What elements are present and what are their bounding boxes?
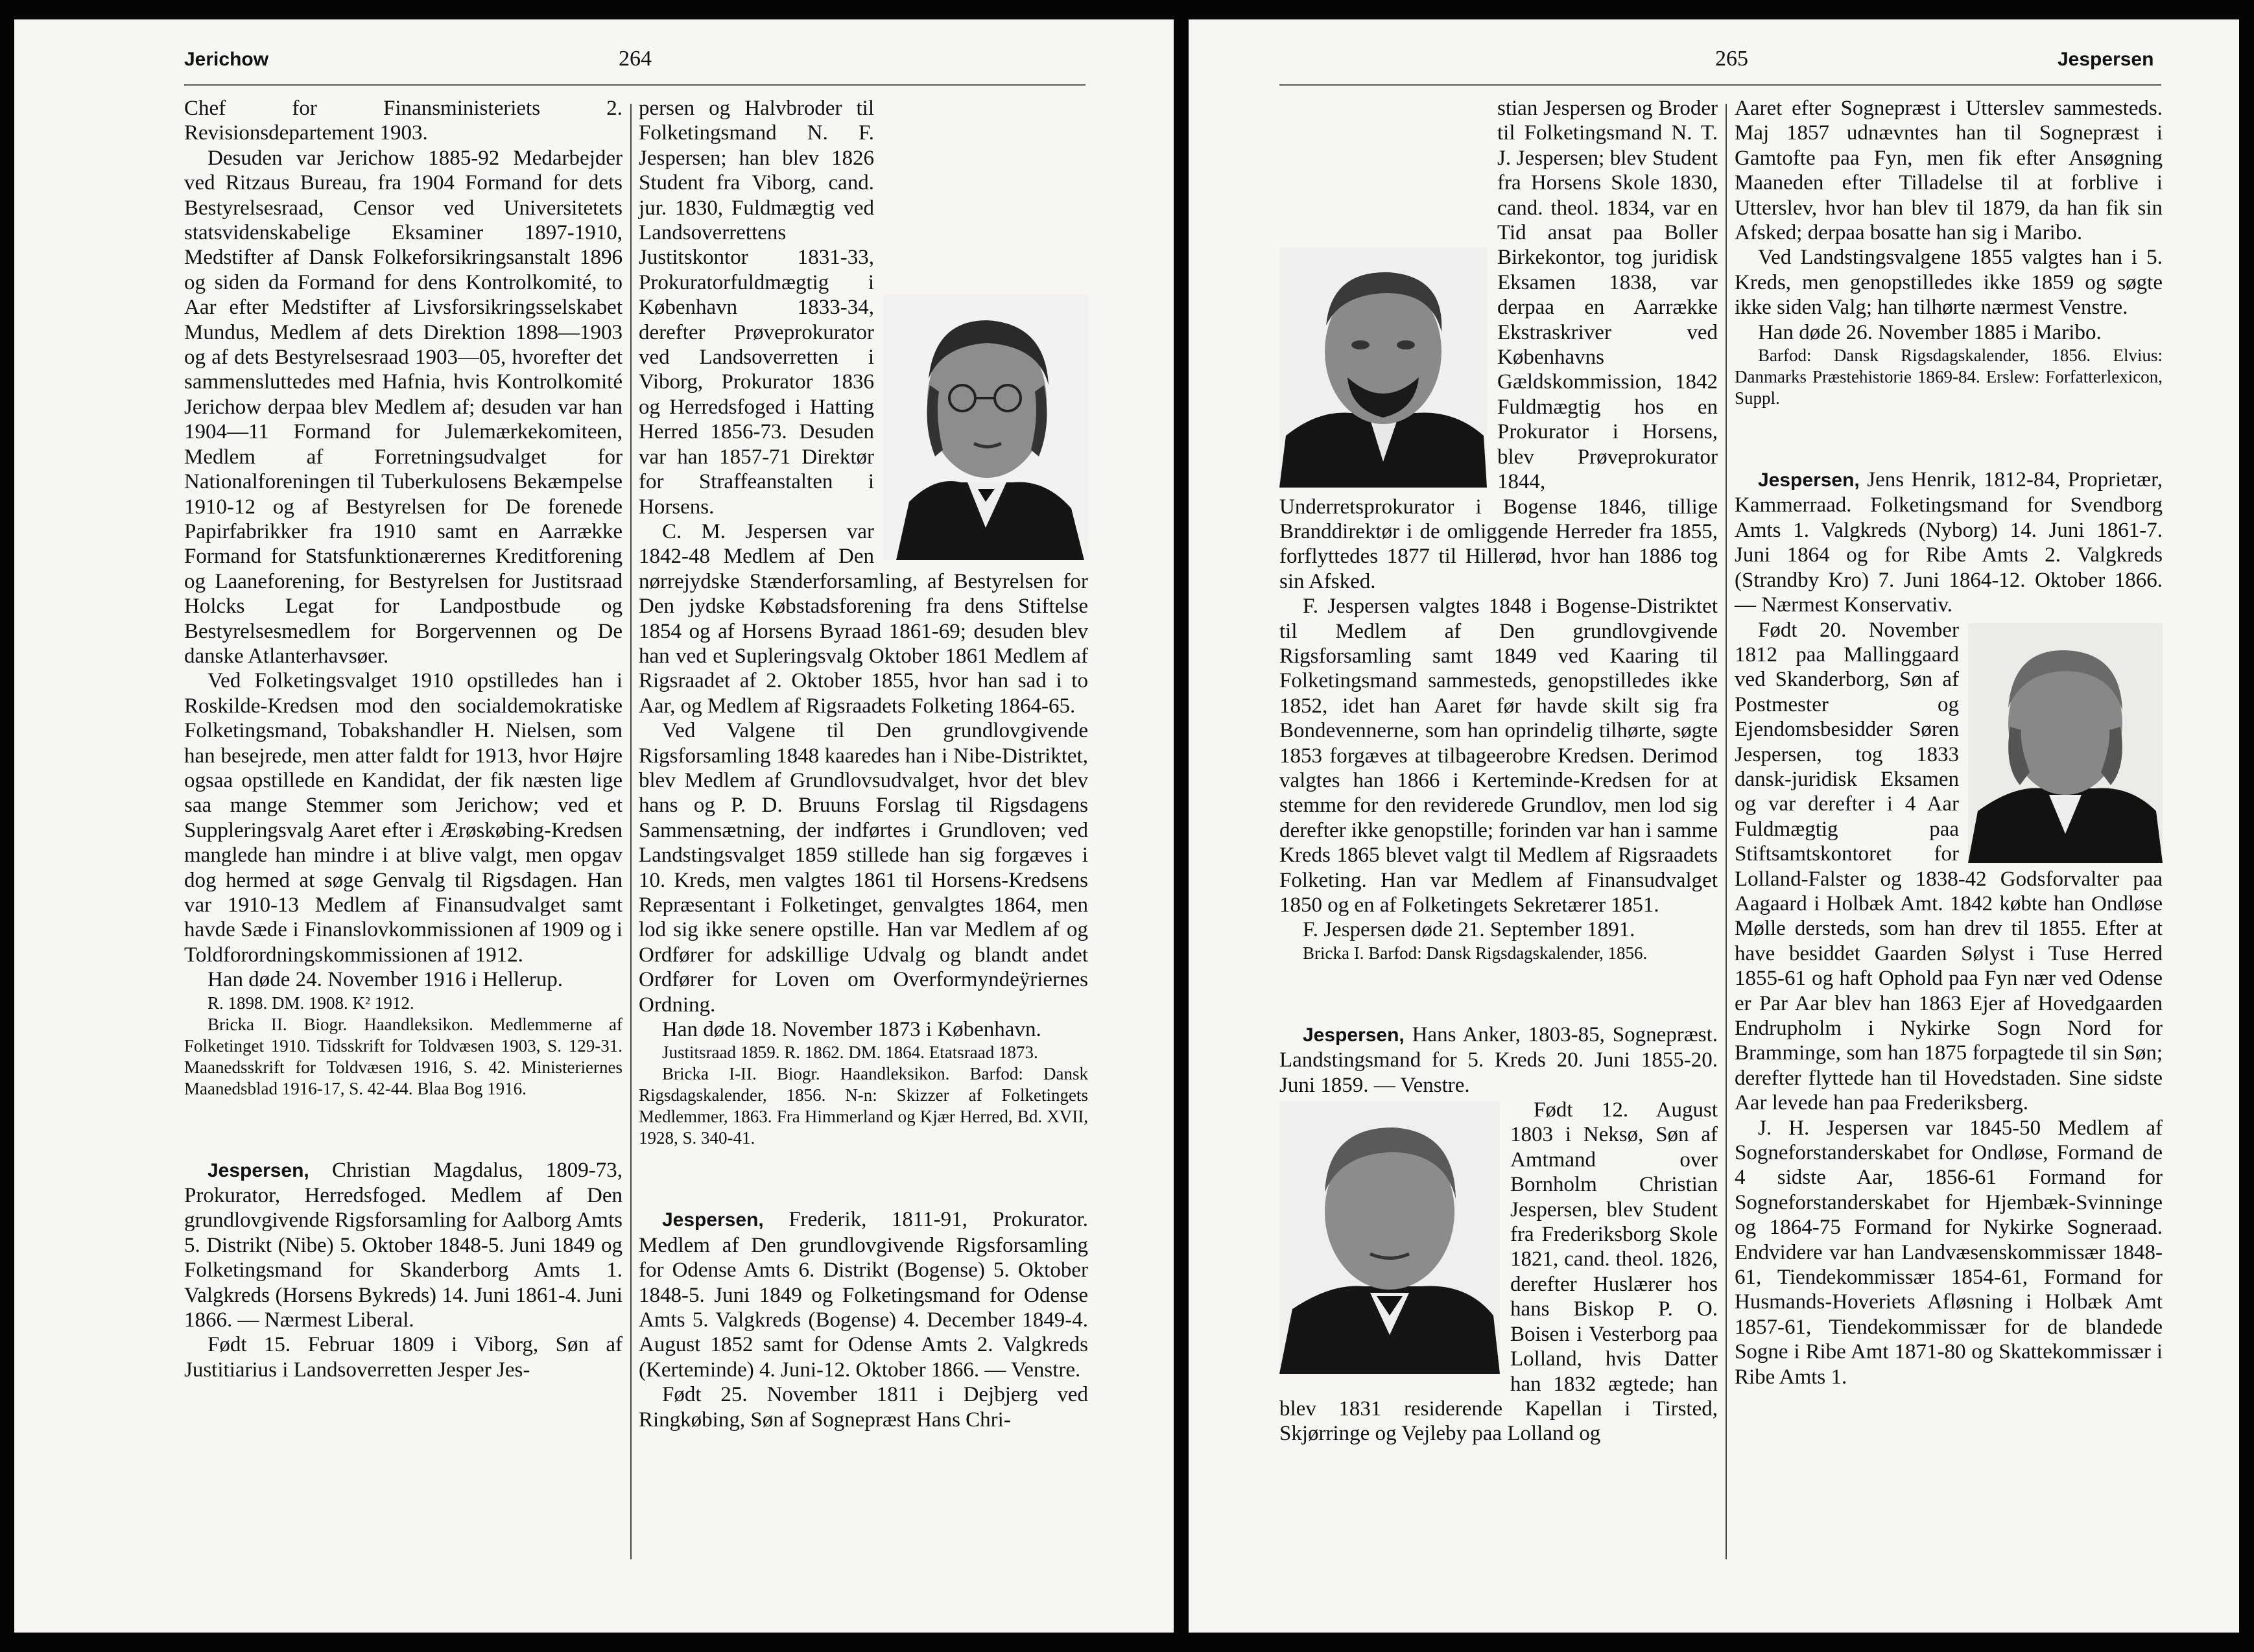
paragraph: Desuden var Jerichow 1885-92 Medarbejder ved Ritzaus Bureau, fra 1904 Formand for dets Bestyrelsesraad, Censor ved Universitetets statsvidenskabelige Eksaminer 1897-1910, Medstifter af Dansk Folkeforsikringsanstalt 1896 og siden da Formand for dens Kontrolkomité, to Aar efter Medstifter af Livsforsikringsselskabet Mundus, Medlem af dets Direktion 1898—1903 og af dets Bestyrelsesraad 1903—05, hvorefter det sammensluttedes med Hafnia, hvis Kontrolkomité Jerichow derpaa blev Medlem af; desuden var han 1904—11 Formand for Julemærkekomiteen, Medlem af Forretningsudvalget for Nationalforeningen til Tuberkulosens Bekæmpelse 1910-12 og af Bestyrelsen for De forenede Papirfabrikker fra 1910 samt en Aarrække Formand for Statsfunktionærernes Kreditforening og Laaneforening, for Bestyrelsen for Justitsraad Holcks Legat for Landpostbude og Bestyrelsesmedlem for Borgervennen og De danske Atlanterhavsøer.	[184, 146, 623, 668]
paragraph: Ved Folketingsvalget 1910 opstilledes han i Roskilde-Kredsen mod den socialdemokratiske Folketingsmand, Tobakshandler H. Nielsen, som han besejrede, men atter faldt for 1913, hvor Højre ogsaa opstillede en Kandidat, der fik næsten lige saa mange Stemmer som Jerichow; ved et Suppleringsvalg Aaret efter i Ærøskøbing-Kredsen manglede han mindre i at blive valgt, men opgav dog hermed at søge Genvalg til Rigsdagen. Han var 1910-13 Medlem af Finansudvalget samt havde Sæde i Finanslovkommissionen af 1909 og i Toldforordningskommissionen af 1912.	[184, 669, 623, 967]
paragraph: Han døde 26. November 1885 i Maribo.	[1758, 320, 2102, 344]
paragraph: Chef for Finansministeriets 2. Revisionsdepartement 1903.	[184, 97, 623, 145]
left-page	[14, 19, 1174, 1633]
portrait-photo	[1279, 248, 1487, 488]
paragraph: Han døde 24. November 1916 i Hellerup.	[208, 968, 564, 992]
paragraph: Ved Landstingsvalgene 1855 valgtes han i 5. Kreds, men genopstilledes ikke 1859 og søgte ikke siden Valg; han tilhørte nærmest Venstre.	[1735, 246, 2163, 320]
left-page-column-2	[639, 96, 1088, 1432]
paragraph: F. Jespersen døde 21. September 1891.	[1303, 918, 1635, 942]
references: Barfod: Dansk Rigsdagskalender, 1856. Elvius: Danmarks Præstehistorie 1869-84. Erslew: Forfatterlexicon, Suppl.	[1735, 346, 2163, 408]
paragraph: Født 12. August 1803 i Neksø, Søn af Amtmand over Bornholm Christian Jespersen, blev Student fra Frederiksborg Skole 1821, cand. theol. 1826, derefter Huslærer hos hans Biskop P. O. Boisen i Vesterborg paa Lolland, hvis Datter han 1832 ægtede; han blev 1831 residerende Kapellan i Tirsted, Skjørringe og Vejleby paa Lolland og	[1279, 1098, 1718, 1446]
entry-name: Jespersen,	[1303, 1024, 1405, 1046]
running-head-right: Jespersen	[2058, 49, 2154, 70]
paragraph: Ved Valgene til Den grundlovgivende Rigsforsamling 1848 kaaredes han i Nibe-Distriktet, blev Medlem af Grundlovsudvalget, hvor det blev hans og P. D. Bruuns Forslag til Rigsdagens Sammensætning, der indførtes i Grundloven; ved Landstingsvalget 1859 stillede han sig forgæves i 10. Kreds, men valgtes 1861 til Horsens-Kredsens Repræsentant i Folketinget, genvalgtes 1864, men lod sig ikke senere opstille. Han var Medlem af og Ordfører for adskillige Udvalg og blandt andet Ordfører for Loven om Overformyndeÿriernes Ordning.	[639, 719, 1088, 1017]
paragraph: J. H. Jespersen var 1845-50 Medlem af Sogneforstanderskabet for Ondløse, Formand de 4 sidste Aar, 1856-61 Formand for Sogneforstanderskabet for Hjembæk-Svinninge og 1864-75 Formand for Nykirke Sogneraad. Endvidere var han Landvæsenskommissær 1848-61, Tiendekommissær 1854-61, Formand for Husmands-Hoveriets Afløsning i Holbæk Amt 1857-61, Tiendekommissær for de blandede Sogne i Ribe Amt 1871-80 og Skattekommissær i Ribe Amts 1.	[1735, 1116, 2163, 1389]
paragraph: Han døde 18. November 1873 i København.	[662, 1018, 1041, 1042]
paragraph: Aaret efter Sognepræst i Utterslev sammesteds. Maj 1857 udnævntes han til Sognepræst i Gamtofte paa Fyn, men fik efter Ansøgning Maaneden efter Tilladelse til at forblive i Utterslev, hvor han blev til 1879, da han fik sin Afsked; derpaa bosatte han sig i Maribo.	[1735, 97, 2163, 245]
decorations-line: Justitsraad 1859. R. 1862. DM. 1864. Etatsraad 1873.	[662, 1043, 1038, 1063]
paragraph: persen og Halvbroder til Folketingsmand N. F. Jespersen; han blev 1826 Student fra Viborg, cand. jur. 1830, Fuldmægtig ved Landsoverrettens Justitskontor 1831-33, Prokuratorfuldmægtig i København 1833-34, derefter Prøveprokurator ved Landsoverretten i Viborg, Prokurator 1836 og Herredsfoged i Hatting Herred 1856-73. Desuden var han 1857-71 Direktør for Straffeanstalten i Horsens.	[639, 97, 874, 519]
right-page	[1189, 19, 2239, 1633]
portrait-photo	[1968, 623, 2163, 863]
portrait-photo	[1279, 1102, 1500, 1374]
paragraph: Født 25. November 1811 i Dejbjerg ved Ringkøbing, Søn af Sognepræst Hans Chri-	[639, 1383, 1088, 1432]
header-rule-right	[1279, 84, 2161, 86]
paragraph: F. Jespersen valgtes 1848 i Bogense-Distriktet til Medlem af Den grundlovgivende Rigsforsamling samt 1849 ved Kaaring til Folketingsmand sammesteds, genopstilledes ikke 1852, idet han Aaret før havde skilt sig fra Bondevennerne, som han oprindelig tilhørte, søgte 1853 forgæves at tilbageerobre Kredsen. Derimod valgtes han 1866 i Kerteminde-Kredsen for at stemme for den reviderede Grundlov, men lod sig derefter ikke genopstille; forinden var han i samme Kreds 1865 blevet valgt til Medlem af Rigsraadets Folketing. Han var Medlem af Finansudvalget 1850 og en af Folketingets Sekretærer 1851.	[1279, 595, 1718, 917]
references: Bricka I-II. Biogr. Haandleksikon. Barfod: Dansk Rigsdagskalender, 1856. N-n: Skizzer af Folketingets Medlemmer, 1863. Fra Himmerland og Kjær Herred, Bd. XVII, 1928, S. 340-41.	[639, 1064, 1088, 1148]
right-page-column-2	[1735, 96, 2163, 1389]
paragraph: Født 20. November 1812 paa Mallinggaard ved Skanderborg, Søn af Postmester og Ejendomsbesidder Søren Jespersen, tog 1833 dansk-juridisk Eksamen og var derefter i 4 Aar Fuldmægtig paa Stiftsamtskontoret for Lolland-Falster og 1838-42 Godsforvalter paa Aagaard i Holbæk Amt. 1842 købte han Ondløse Mølle dersteds, som han drev til 1855. Efter at have besiddet Gaarden Sølyst i Tuse Herred 1855-61 og haft Ophold paa Fyn nær ved Odense er Par Aar blev han 1863 Ejer af Hovedgaarden Endrupholm i Nykirke Sogn Nord for Bramminge, som han 1875 forpagtede til sin Søn; derefter flyttede han til Hovedstaden. Sine sidste Aar levede han paa Frederiksberg.	[1735, 618, 2163, 1115]
page-number-right: 265	[1715, 47, 1748, 71]
entry-heading: Jespersen, Christian Magdalus, 1809-73, Prokurator, Herredsfoged. Medlem af Den grundlovgivende Rigsforsamling for Aalborg Amts 5. Distrikt (Nibe) 5. Oktober 1848-5. Juni 1849 og Folketingsmand for Skanderborg Amts 1. Valgkreds (Horsens Bykreds) 14. Juni 1861-4. Juni 1866. — Nærmest Liberal.	[184, 1158, 623, 1332]
portrait-photo	[883, 294, 1088, 560]
paragraph: C. M. Jespersen var 1842-48 Medlem af Den nørrejydske Stænderforsamling, af Bestyrelsen for Den jydske Købstadsforening fra dens Stiftelse 1854 og af Horsens Byraad 1861-69; desuden blev han ved et Supleringsvalg Oktober 1861 Medlem af Rigsraadet af 2. Oktober 1855, hvor han sad i to Aar, og Medlem af Rigsraadets Folketing 1864-65.	[639, 519, 1088, 718]
entry-heading: Jespersen, Jens Henrik, 1812-84, Proprietær, Kammerraad. Folketingsmand for Svendborg Amts 1. Valgkreds (Nyborg) 14. Juni 1861-7. Juni 1864 og for Ribe Amts 2. Valgkreds (Strandby Kro) 7. Juni 1864-12. Oktober 1866. — Nærmest Konservativ.	[1735, 468, 2163, 617]
page-number-left: 264	[619, 47, 652, 71]
entry-heading: Jespersen, Hans Anker, 1803-85, Sognepræst. Landstingsmand for 5. Kreds 20. Juni 1855-20. Juni 1859. — Venstre.	[1279, 1022, 1718, 1097]
right-page-column-1	[1279, 96, 1718, 1446]
entry-name: Jespersen,	[662, 1209, 764, 1231]
left-page-column-1	[184, 96, 623, 1382]
column-divider	[630, 104, 632, 1559]
column-divider	[1726, 104, 1727, 1559]
entry-name: Jespersen,	[208, 1159, 309, 1181]
header-rule-left	[184, 84, 1085, 86]
references: Bricka II. Biogr. Haandleksikon. Medlemmerne af Folketinget 1910. Tidsskrift for Toldvæsen 1903, S. 129-31. Maanedsskrift for Toldvæsen 1916, S. 42. Ministeriernes Maanedsblad 1916-17, S. 42-44. Blaa Bog 1916.	[184, 1014, 623, 1098]
paragraph: stian Jespersen og Broder til Folketingsmand N. T. J. Jespersen; blev Student fra Horsens Skole 1830, cand. theol. 1834, var en Tid ansat paa Boller Birkekontor, tog juridisk Eksamen 1838, var derpaa en Aarrække Ekstraskriver ved Københavns Gældskommission, 1842 Fuldmægtig hos en Prokurator i Horsens, blev Prøveprokurator 1844, Underretsprokurator i Bogense 1846, tillige Branddirektør i de omliggende Herreder fra 1855, forflyttedes 1877 til Hillerød, hvor han 1886 tog sin Afsked.	[1279, 97, 1718, 593]
running-head-left: Jerichow	[184, 49, 269, 70]
entry-heading: Jespersen, Frederik, 1811-91, Prokurator. Medlem af Den grundlovgivende Rigsforsamling for Odense Amts 6. Distrikt (Bogense) 5. Oktober 1848-5. Juni 1849 og Folketingsmand for Odense Amts 5. Valgkreds (Bogense) 4. December 1849-4. August 1852 samt for Odense Amts 2. Valgkreds (Kerteminde) 4. Juni-12. Oktober 1866. — Venstre.	[639, 1208, 1088, 1382]
decorations-line: R. 1898. DM. 1908. K² 1912.	[208, 993, 414, 1013]
references: Bricka I. Barfod: Dansk Rigsdagskalender, 1856.	[1303, 943, 1648, 963]
paragraph: Født 15. Februar 1809 i Viborg, Søn af Justitiarius i Landsoverretten Jesper Jes-	[184, 1333, 623, 1382]
entry-name: Jespersen,	[1758, 469, 1860, 491]
